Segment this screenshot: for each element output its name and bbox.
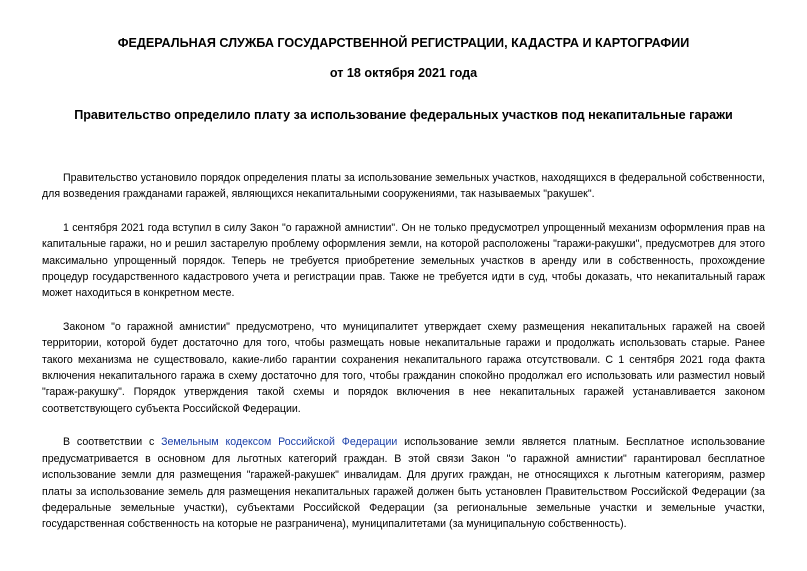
document-date: от 18 октября 2021 года <box>329 66 478 80</box>
document-title: Правительство определило плату за использование федеральных участков под некапитальные гаражи <box>74 108 733 122</box>
document-body <box>42 170 765 550</box>
paragraph-2: 1 сентября 2021 года вступил в силу Закон "о гаражной амнистии". Он не только предусмотрел упрощенный механизм оформления прав на капитальные гаражи, но и решил застарелую проблему оформления земли, на которой расположены "гаражи-ракушки", предусмотрев для этого максимально упрощенный порядок. Теперь не требуется приобретение земельных участков в аренду или в собственность, прохождение процедур государственного кадастрового учета и регистрации прав. Также не требуется идти в суд, чтобы доказать, что некапитальный гараж может находиться в конкретном месте. <box>42 221 765 300</box>
paragraph-4-lead: В соответствии с <box>63 436 162 449</box>
paragraph-4 <box>42 434 765 532</box>
paragraph-3: Законом "о гаражной амнистии" предусмотрено, что муниципалитет утверждает схему размещения некапитальных гаражей на своей территории, которой будет достаточно для того, чтобы размещать новые некапитальные гаражи и продолжать использовать старые. Ранее такого механизма не существовало, какие-либо гарантии сохранения некапитального гаража отсутствовали. С 1 сентября 2021 года факта включения некапитального гаража в схему достаточно для того, чтобы гражданин спокойно продолжал его использовать или разместил новый "гараж-ракушку". Порядок утверждения такой схемы и порядок включения в нее некапитальных гаражей устанавливается законом соответствующего субъекта Российской Федерации. <box>42 320 765 415</box>
paragraph-4-rest: использование земли является платным. Бесплатное использование предусматривается в основном для льготных категорий граждан. В этой связи Закон "о гаражной амнистии" гарантировал бесплатное использование земли для размещения "гаражей-ракушек" инвалидам. Для других граждан, не относящихся к льготным категориям, размер платы за использование земель для размещения некапитальных гаражей должен быть установлен Правительством Российской Федерации (за федеральные земельные участки), субъектами Российской Федерации (за региональные земельные участки и земельные участки, государственная собственность на которые не разграничена), муниципалитетами (за муниципальную собственность). <box>42 436 766 531</box>
land-code-link[interactable]: Земельным кодексом Российской Федерации <box>161 436 398 449</box>
organization-heading: ФЕДЕРАЛЬНАЯ СЛУЖБА ГОСУДАРСТВЕННОЙ РЕГИСТРАЦИИ, КАДАСТРА И КАРТОГРАФИИ <box>117 36 690 50</box>
paragraph-1: Правительство установило порядок определения платы за использование земельных участков, находящихся в федеральной собственности, для возведения гражданами гаражей, являющихся некапитальными сооружениями, так называемых "ракушек". <box>42 172 765 201</box>
